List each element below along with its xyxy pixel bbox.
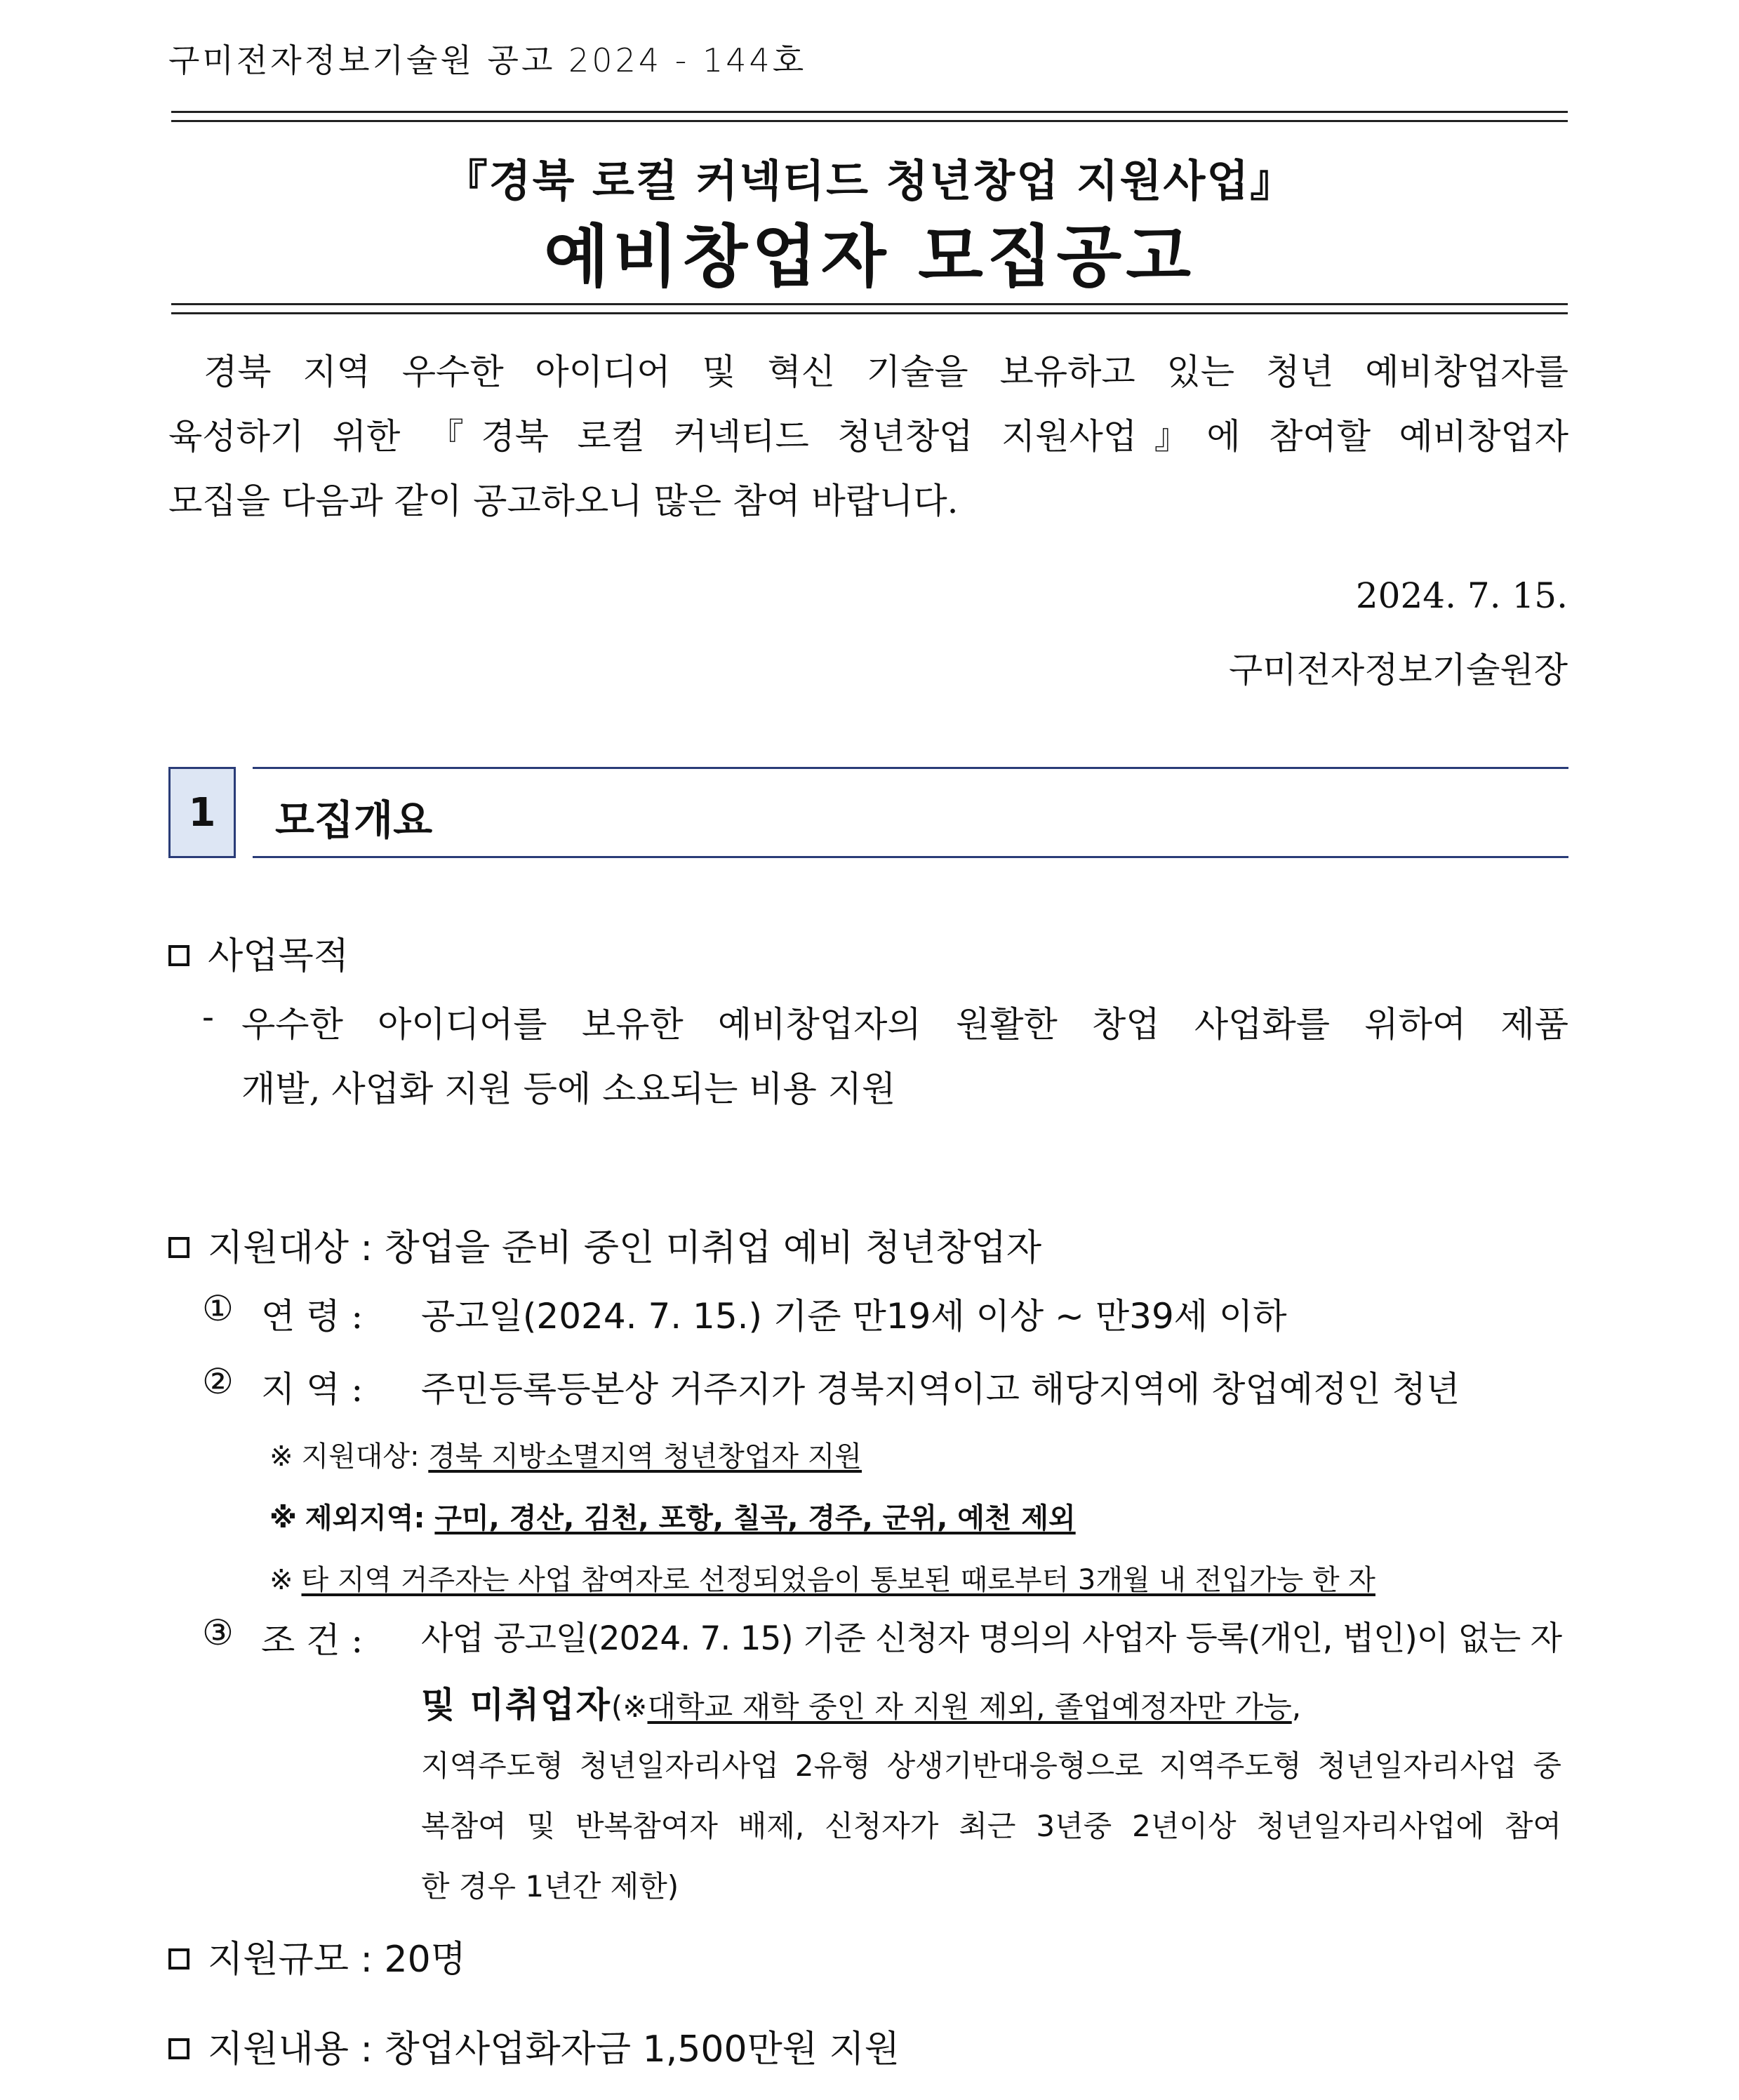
note-mark: ※ [269,1502,297,1534]
header-bottom-rule [171,303,1568,314]
scale-heading-label: 지원규모 : 20명 [208,1939,466,1981]
document-number: 구미전자정보기술원 공고 2024 - 144호 [168,41,807,79]
target-heading [168,1218,1041,1271]
announcement-date: 2024. 7. 15. [1355,575,1568,616]
section-number-box [168,767,236,858]
condition-line-3: 지역주도형 청년일자리사업 2유형 상생기반대응형으로 지역주도형 청년일자리사업 중 [421,1748,1561,1783]
note-excluded-regions [269,1496,1076,1536]
condition-label: 조 건 : [261,1620,364,1661]
header-top-rule [171,111,1568,122]
condition-line-5: 한 경우 1년간 제한) [421,1869,679,1904]
region-marker: ② [202,1361,234,1402]
note-text: 구미, 경산, 김천, 포항, 칠곡, 경주, 군위, 예천 제외 [434,1502,1076,1534]
condition-line-2-paren: (※ [611,1690,648,1724]
age-marker: ① [202,1288,234,1329]
target-heading-label: 지원대상 : 창업을 준비 중인 미취업 예비 청년창업자 [208,1227,1042,1269]
section-bottom-rule [253,856,1568,858]
condition-line-2-underlined: 대학교 재학 중인 자 지원 제외, 졸업예정자만 가능 [647,1690,1292,1724]
condition-line-2-tail: , [1291,1690,1302,1724]
note-target [269,1434,862,1474]
intro-line-3: 모집을 다음과 같이 공고하오니 많은 참여 바랍니다. [168,481,959,521]
intro-line-1: 경북 지역 우수한 아이디어 및 혁신 기술을 보유하고 있는 청년 예비창업자를 [204,352,1568,392]
intro-line-2: 육성하기 위한 『경북 로컬 커넥티드 청년창업 지원사업』에 참여할 예비창업자 [168,416,1568,457]
condition-line-1: 사업 공고일(2024. 7. 15) 기준 신청자 명의의 사업자 등록(개인, 법인)이 없는 자 [421,1619,1561,1658]
note-prefix: 제외지역: [305,1502,425,1534]
note-text: 타 지역 거주자는 사업 참여자로 선정되었음이 통보된 때로부터 3개월 내 전입가능 한 자 [301,1564,1375,1596]
age-value: 공고일(2024. 7. 15.) 기준 만19세 이상 ~ 만39세 이하 [421,1296,1287,1337]
content-heading [168,2019,900,2072]
condition-line-2 [421,1677,1301,1727]
age-label: 연 령 : [261,1296,364,1337]
section-title: 모집개요 [275,796,433,844]
purpose-dash: - [202,996,214,1037]
condition-line-2-bold: 및 미취업자 [421,1685,611,1725]
intro-paragraph [168,340,1568,533]
note-mark: ※ [269,1564,293,1596]
purpose-heading [168,926,349,979]
content-heading-label: 지원내용 : 창업사업화자금 1,500만원 지원 [208,2028,900,2071]
section-number: 1 [188,789,216,836]
checkbox-bullet-icon [168,1237,189,1258]
checkbox-bullet-icon [168,945,189,966]
region-label: 지 역 : [261,1369,364,1410]
purpose-heading-label: 사업목적 [208,935,349,977]
checkbox-bullet-icon [168,2038,189,2059]
condition-line-4: 복참여 및 반복참여자 배제, 신청자가 최근 3년중 2년이상 청년일자리사업에 참여 [421,1809,1561,1843]
note-relocation [269,1558,1375,1598]
purpose-line-2: 개발, 사업화 지원 등에 소요되는 비용 지원 [241,1069,896,1109]
page-title-program: 『경북 로컬 커넥티드 청년창업 지원사업』 [444,155,1295,206]
section-top-rule [253,767,1568,769]
issuer-name: 구미전자정보기술원장 [1229,650,1568,690]
note-prefix: 지원대상: [301,1440,420,1473]
condition-marker: ③ [202,1612,234,1653]
note-mark: ※ [269,1440,293,1473]
checkbox-bullet-icon [168,1948,189,1969]
scale-heading [168,1930,466,1982]
page-title-main: 예비창업자 모집공고 [543,218,1196,296]
note-text: 경북 지방소멸지역 청년창업자 지원 [428,1440,862,1473]
region-value: 주민등록등본상 거주지가 경북지역이고 해당지역에 창업예정인 청년 [421,1369,1460,1410]
purpose-line-1: 우수한 아이디어를 보유한 예비창업자의 원활한 창업 사업화를 위하여 제품 [241,1004,1568,1045]
